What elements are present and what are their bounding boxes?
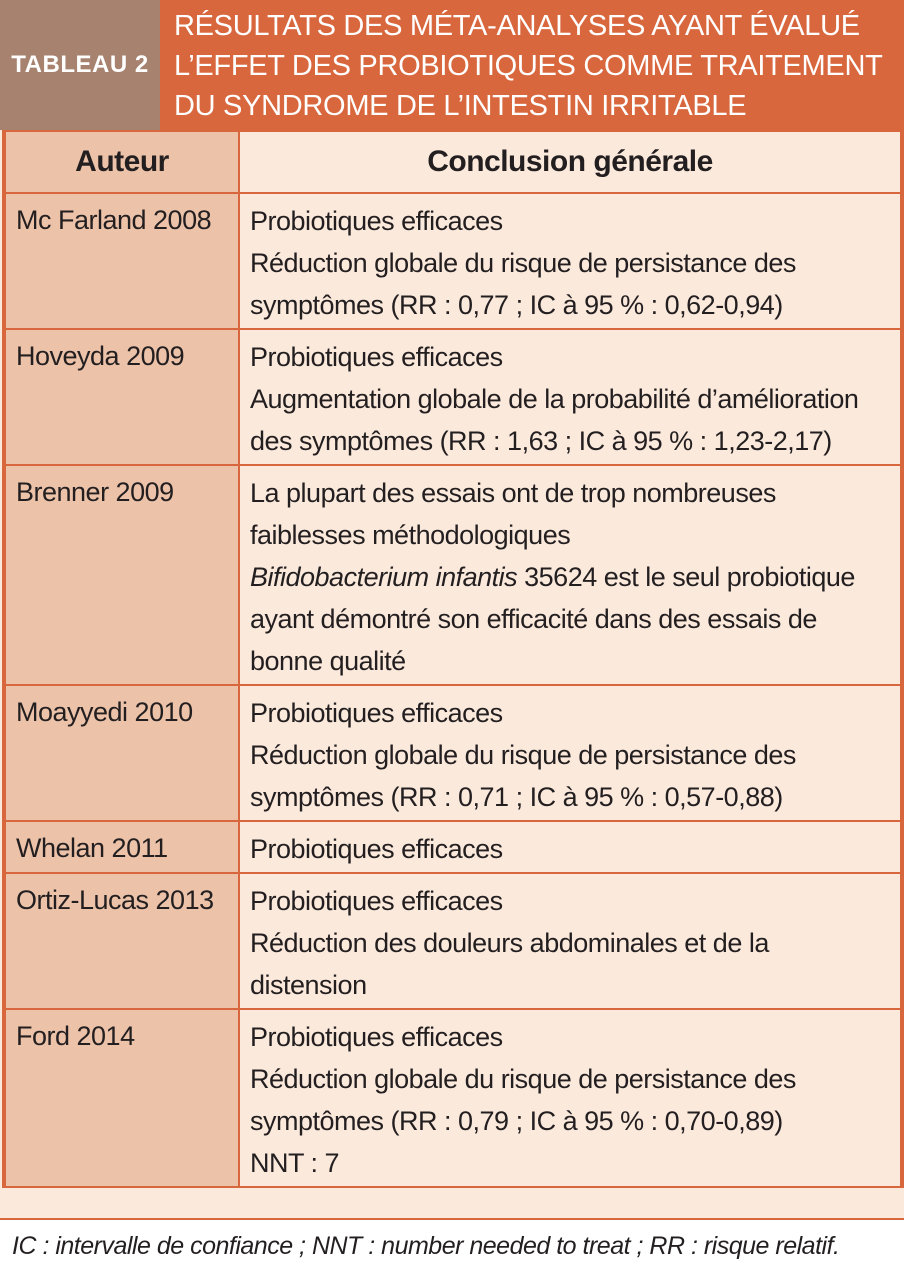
conclusion-line: Réduction globale du risque de persistance des bbox=[250, 1064, 796, 1094]
table-row bbox=[5, 821, 901, 873]
conclusion-line: symptômes (RR : 0,71 ; IC à 95 % : 0,57-0,88) bbox=[250, 782, 783, 812]
author-cell: Hoveyda 2009 bbox=[5, 329, 239, 465]
conclusion-heading: Probiotiques efficaces bbox=[250, 698, 503, 728]
conclusion-line: Réduction globale du risque de persistance des bbox=[250, 248, 796, 278]
table-title-line: RÉSULTATS DES MÉTA-ANALYSES AYANT ÉVALUÉ bbox=[174, 10, 860, 42]
table-row bbox=[5, 685, 901, 821]
author-cell: Ortiz-Lucas 2013 bbox=[5, 873, 239, 1009]
conclusion-heading: Probiotiques efficaces bbox=[250, 342, 503, 372]
table-title-line: DU SYNDROME DE L’INTESTIN IRRITABLE bbox=[174, 90, 747, 122]
conclusion-line: distension bbox=[250, 970, 367, 1000]
table-header-banner bbox=[0, 0, 904, 130]
table-title bbox=[160, 0, 904, 130]
table-number-label: TABLEAU 2 bbox=[0, 0, 160, 130]
author-cell: Whelan 2011 bbox=[5, 821, 239, 873]
table-row bbox=[5, 193, 901, 329]
author-cell: Ford 2014 bbox=[5, 1009, 239, 1187]
conclusion-cell bbox=[239, 465, 901, 685]
results-table-wrapper bbox=[2, 130, 904, 1188]
column-header-conclusion: Conclusion générale bbox=[239, 131, 901, 193]
conclusion-line: ayant démontré son efficacité dans des essais de bbox=[250, 604, 817, 634]
conclusion-heading: Probiotiques efficaces bbox=[250, 834, 503, 864]
table-row bbox=[5, 1009, 901, 1187]
conclusion-heading: Probiotiques efficaces bbox=[250, 206, 503, 236]
conclusion-text: 35624 est le seul probiotique bbox=[517, 562, 855, 592]
table-title-line: L’EFFET DES PROBIOTIQUES COMME TRAITEMENT bbox=[174, 50, 883, 82]
conclusion-line: faiblesses méthodologiques bbox=[250, 520, 571, 550]
conclusion-cell bbox=[239, 329, 901, 465]
table-footnote: IC : intervalle de confiance ; NNT : number needed to treat ; RR : risque relatif. bbox=[0, 1218, 904, 1280]
table-row bbox=[5, 873, 901, 1009]
conclusion-cell bbox=[239, 821, 901, 873]
conclusion-line: La plupart des essais ont de trop nombreuses bbox=[250, 478, 776, 508]
conclusion-line: symptômes (RR : 0,79 ; IC à 95 % : 0,70-0,89) bbox=[250, 1106, 783, 1136]
conclusion-line: Réduction des douleurs abdominales et de la bbox=[250, 928, 769, 958]
table-row bbox=[5, 465, 901, 685]
results-table bbox=[4, 130, 902, 1188]
conclusion-cell bbox=[239, 1009, 901, 1187]
table-header-row bbox=[5, 131, 901, 193]
conclusion-cell bbox=[239, 193, 901, 329]
species-name: Bifidobacterium infantis bbox=[250, 562, 518, 592]
conclusion-line: des symptômes (RR : 1,63 ; IC à 95 % : 1,23-2,17) bbox=[250, 426, 832, 456]
conclusion-line: NNT : 7 bbox=[250, 1148, 340, 1178]
conclusion-line: Réduction globale du risque de persistance des bbox=[250, 740, 796, 770]
conclusion-line: symptômes (RR : 0,77 ; IC à 95 % : 0,62-0,94) bbox=[250, 290, 783, 320]
conclusion-line bbox=[250, 556, 890, 598]
conclusion-line: bonne qualité bbox=[250, 646, 406, 676]
conclusion-cell bbox=[239, 873, 901, 1009]
table-row bbox=[5, 329, 901, 465]
conclusion-heading: Probiotiques efficaces bbox=[250, 886, 503, 916]
column-header-author: Auteur bbox=[5, 131, 239, 193]
author-cell: Moayyedi 2010 bbox=[5, 685, 239, 821]
conclusion-cell bbox=[239, 685, 901, 821]
author-cell: Mc Farland 2008 bbox=[5, 193, 239, 329]
conclusion-heading: Probiotiques efficaces bbox=[250, 1022, 503, 1052]
conclusion-line: Augmentation globale de la probabilité d’amélioration bbox=[250, 384, 859, 414]
author-cell: Brenner 2009 bbox=[5, 465, 239, 685]
